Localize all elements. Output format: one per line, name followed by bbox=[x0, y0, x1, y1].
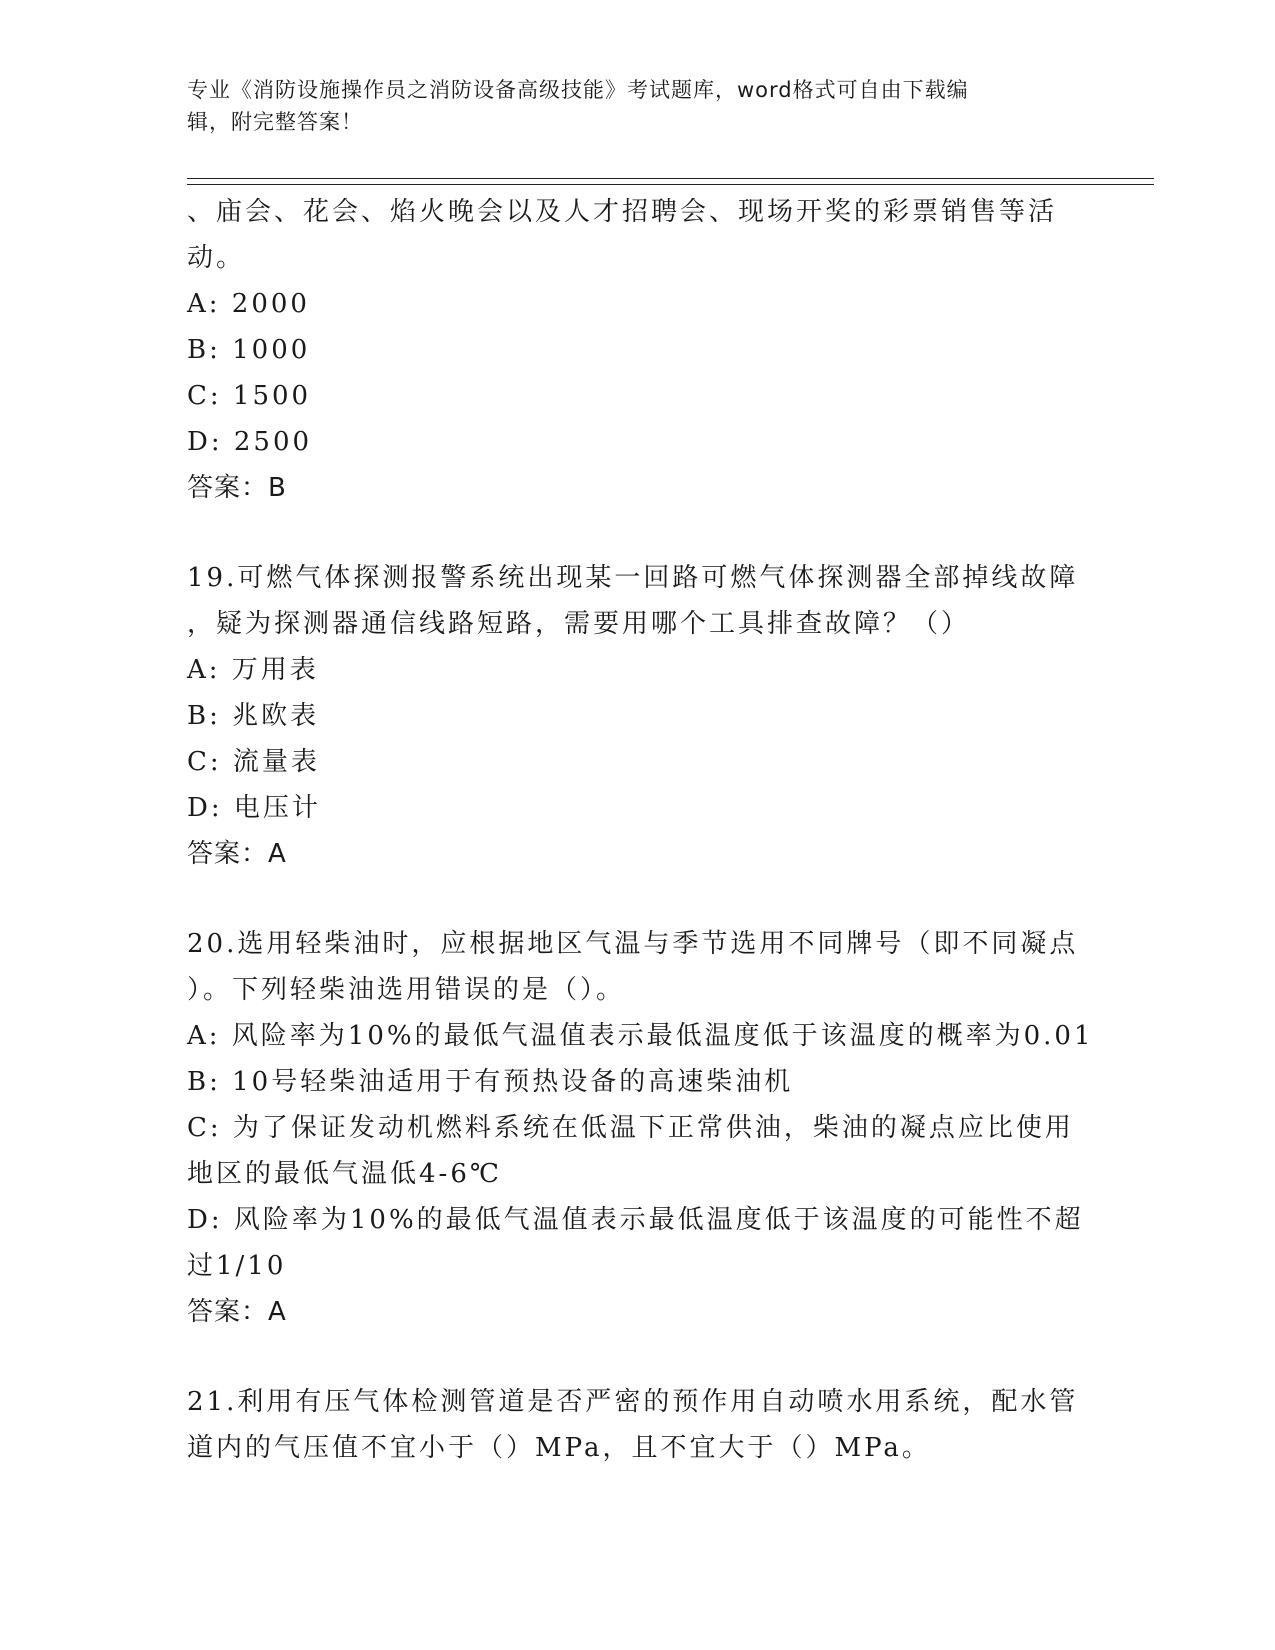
question-stem-line: 道内的气压值不宜小于（）MPa，且不宜大于（）MPa。 bbox=[187, 1433, 931, 1463]
header-rule-bottom bbox=[187, 184, 1154, 185]
option-d-continued: 过1/10 bbox=[187, 1251, 287, 1281]
option-c-continued: 地区的最低气温低4-6℃ bbox=[187, 1159, 502, 1189]
question-18 bbox=[187, 189, 1087, 511]
option-b: B: 10号轻柴油适用于有预热设备的高速柴油机 bbox=[187, 1067, 794, 1097]
option-c: C: 为了保证发动机燃料系统在低温下正常供油，柴油的凝点应比使用 bbox=[187, 1113, 1074, 1143]
question-stem-line: 、庙会、花会、焰火晚会以及人才招聘会、现场开奖的彩票销售等活 bbox=[187, 197, 1058, 227]
question-stem-line: ）。下列轻柴油选用错误的是（）。 bbox=[187, 975, 626, 1005]
option-d: D: 电压计 bbox=[187, 793, 321, 823]
option-d: D: 2500 bbox=[187, 427, 313, 457]
option-b: B: 兆欧表 bbox=[187, 701, 320, 731]
answer-line: 答案：A bbox=[187, 839, 287, 869]
option-b: B: 1000 bbox=[187, 335, 311, 365]
header-line-2: 辑，附完整答案！ bbox=[187, 110, 363, 134]
option-a: A: 2000 bbox=[187, 289, 310, 319]
document-header bbox=[187, 74, 1067, 138]
question-21 bbox=[187, 1379, 1087, 1471]
option-a: A: 风险率为10%的最低气温值表示最低温度低于该温度的概率为0.01 bbox=[187, 1021, 1094, 1051]
question-stem-line: 21.利用有压气体检测管道是否严密的预作用自动喷水用系统，配水管 bbox=[187, 1387, 1079, 1417]
question-stem-line: 动。 bbox=[187, 243, 246, 273]
question-20 bbox=[187, 921, 1094, 1335]
question-19 bbox=[187, 555, 1087, 877]
answer-line: 答案：A bbox=[187, 1297, 287, 1327]
answer-line: 答案：B bbox=[187, 473, 287, 503]
question-list bbox=[187, 189, 1094, 1471]
header-line-1: 专业《消防设施操作员之消防设备高级技能》考试题库，word格式可自由下载编 bbox=[187, 78, 969, 102]
option-d: D: 风险率为10%的最低气温值表示最低温度低于该温度的可能性不超 bbox=[187, 1205, 1084, 1235]
question-stem-line: 19.可燃气体探测报警系统出现某一回路可燃气体探测器全部掉线故障 bbox=[187, 563, 1079, 593]
header-rule-top bbox=[187, 178, 1154, 179]
option-a: A: 万用表 bbox=[187, 655, 319, 685]
question-stem-line: ，疑为探测器通信线路短路，需要用哪个工具排查故障？（） bbox=[187, 609, 971, 639]
option-c: C: 流量表 bbox=[187, 747, 320, 777]
question-stem-line: 20.选用轻柴油时，应根据地区气温与季节选用不同牌号（即不同凝点 bbox=[187, 929, 1079, 959]
option-c: C: 1500 bbox=[187, 381, 312, 411]
